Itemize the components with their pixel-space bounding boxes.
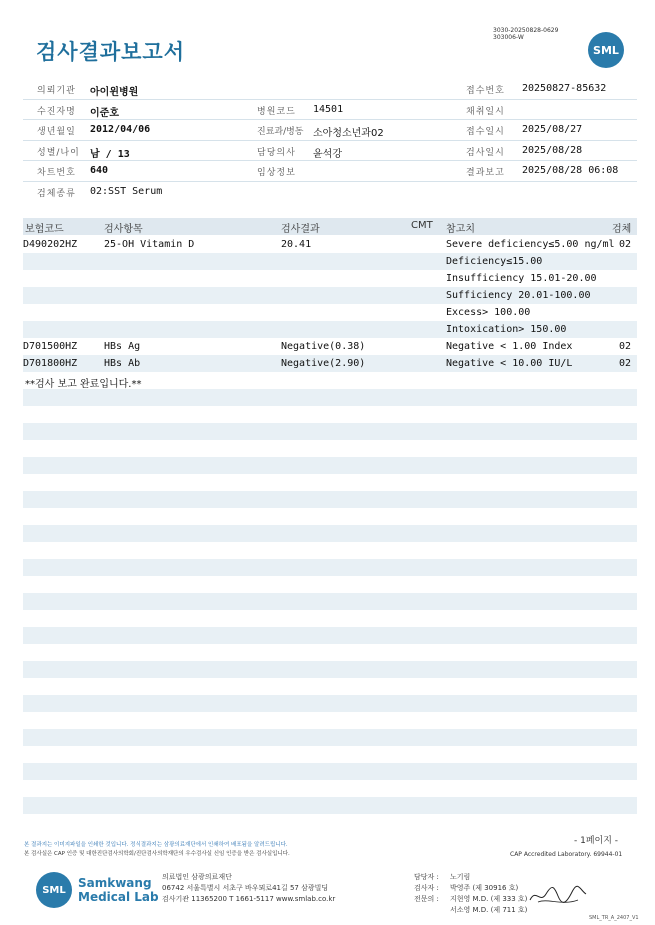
cell-result: Negative(2.90) bbox=[281, 358, 366, 369]
table-row bbox=[23, 288, 637, 305]
dept-label: 진료과/병동 bbox=[257, 127, 304, 137]
patient-label: 수진자명 bbox=[37, 106, 76, 117]
chart-no-value: 640 bbox=[90, 165, 109, 176]
completion-note: **검사 보고 완료입니다.** bbox=[25, 379, 142, 390]
table-stripe bbox=[23, 508, 637, 525]
table-stripe bbox=[23, 695, 637, 712]
cell-ref: Negative < 10.00 IU/L bbox=[446, 358, 573, 369]
page-title: 검사결과보고서 bbox=[36, 40, 186, 64]
cell-ref: Insufficiency 15.01-20.00 bbox=[446, 273, 597, 284]
cap-accreditation: CAP Accredited Laboratory. 69944-01 bbox=[510, 851, 623, 858]
table-stripe bbox=[23, 389, 637, 406]
receipt-no-value: 20250827-85632 bbox=[522, 83, 607, 94]
table-stripe bbox=[23, 797, 637, 814]
info-row bbox=[23, 120, 637, 141]
cell-item: 25-OH Vitamin D bbox=[104, 239, 195, 250]
cell-ref: Severe deficiency≤5.00 ng/ml bbox=[446, 239, 615, 250]
cell-ref: Deficiency≤15.00 bbox=[446, 256, 543, 267]
table-stripe bbox=[23, 559, 637, 576]
table-row bbox=[23, 237, 637, 254]
table-stripe bbox=[23, 712, 637, 729]
receipt-date-label: 접수일시 bbox=[466, 127, 505, 137]
table-stripe bbox=[23, 627, 637, 644]
staff-list bbox=[414, 872, 527, 916]
table-stripe bbox=[23, 644, 637, 661]
table-row bbox=[23, 339, 637, 356]
info-row bbox=[23, 161, 637, 182]
col-item-header: 검사항목 bbox=[104, 224, 143, 235]
sex-age-value: 남 / 13 bbox=[90, 148, 130, 160]
table-row bbox=[23, 356, 637, 373]
staff-line: 전문의 : 지현영 M.D. (제 333 호) bbox=[414, 895, 528, 903]
receipt-no-label: 접수번호 bbox=[466, 86, 505, 96]
table-stripe bbox=[23, 610, 637, 627]
cell-specimen: 02 bbox=[619, 358, 632, 369]
table-stripe bbox=[23, 474, 637, 491]
col-specimen-header: 검체 bbox=[612, 224, 632, 235]
cell-result: 20.41 bbox=[281, 239, 312, 250]
patient-info bbox=[23, 79, 637, 202]
receipt-date-value: 2025/08/27 bbox=[522, 124, 583, 135]
cell-ref: Negative < 1.00 Index bbox=[446, 341, 573, 352]
table-stripe bbox=[23, 593, 637, 610]
cell-result: Negative(0.38) bbox=[281, 341, 366, 352]
staff-line: 담당자 : 노기림 bbox=[414, 873, 471, 881]
report-date-label: 결과보고 bbox=[466, 168, 505, 178]
table-stripe bbox=[23, 814, 637, 831]
document-id: 3030-20250828-0629 303006-W bbox=[493, 27, 559, 41]
table-stripe bbox=[23, 763, 637, 780]
staff-line: 검사자 : 박영주 (제 30916 호) bbox=[414, 884, 519, 892]
info-row bbox=[23, 182, 637, 203]
table-stripe bbox=[23, 406, 637, 423]
hospital-code-label: 병원코드 bbox=[257, 106, 296, 117]
cell-item: HBs Ag bbox=[104, 341, 141, 352]
dept-value: 소아청소년과02 bbox=[313, 128, 384, 139]
sex-age-label: 성별/나이 bbox=[37, 147, 80, 158]
cell-ref: Excess> 100.00 bbox=[446, 307, 531, 318]
cell-code: D701500HZ bbox=[23, 341, 78, 352]
table-row bbox=[23, 254, 637, 271]
specimen-label: 검체종류 bbox=[37, 188, 76, 199]
footer-logo bbox=[36, 872, 72, 908]
cell-code: D701800HZ bbox=[23, 358, 78, 369]
test-date-label: 검사일시 bbox=[466, 147, 505, 158]
table-row bbox=[23, 322, 637, 339]
table-stripe bbox=[23, 440, 637, 457]
hospital-code-value: 14501 bbox=[313, 103, 344, 115]
table-stripe bbox=[23, 780, 637, 797]
table-stripe bbox=[23, 542, 637, 559]
table-stripe bbox=[23, 576, 637, 593]
cell-item: HBs Ab bbox=[104, 358, 141, 369]
table-stripe bbox=[23, 457, 637, 474]
birth-value: 2012/04/06 bbox=[90, 124, 151, 135]
info-row bbox=[23, 79, 637, 100]
chart-no-label: 차트번호 bbox=[37, 168, 76, 178]
table-row bbox=[23, 305, 637, 322]
table-stripe bbox=[23, 491, 637, 508]
hospital-value: 아이윈병원 bbox=[90, 87, 139, 98]
staff-line: 서소영 M.D. (제 711 호) bbox=[450, 906, 528, 914]
table-stripe bbox=[23, 525, 637, 542]
results-table-header bbox=[23, 218, 637, 235]
info-row bbox=[23, 141, 637, 162]
birth-label: 생년월일 bbox=[37, 127, 76, 137]
patient-value: 이준호 bbox=[90, 107, 119, 119]
info-row bbox=[23, 100, 637, 121]
table-stripe bbox=[23, 678, 637, 695]
signature-icon bbox=[528, 882, 588, 908]
company-address: 의료법인 삼광의료재단 06742 서울특별시 서초구 바우뫼로41길 57 삼광빌딩 검사기관 11365200 T 1661-5117 www.smlab.co.kr bbox=[162, 873, 336, 903]
cell-specimen: 02 bbox=[619, 239, 632, 250]
cell-code: D490202HZ bbox=[23, 239, 78, 250]
form-code: SML_TR_A_2407_V1 bbox=[589, 915, 639, 921]
completion-row bbox=[23, 373, 637, 390]
cell-ref: Sufficiency 20.01-100.00 bbox=[446, 290, 591, 301]
table-row bbox=[23, 271, 637, 288]
page-number: - 1페이지 - bbox=[574, 836, 619, 846]
report-date-value: 2025/08/28 06:08 bbox=[522, 165, 619, 176]
specimen-value: 02:SST Serum bbox=[90, 185, 163, 197]
table-stripe bbox=[23, 661, 637, 678]
logo-text: SML bbox=[593, 43, 619, 57]
test-date-value: 2025/08/28 bbox=[522, 144, 583, 156]
table-stripe bbox=[23, 746, 637, 763]
cell-specimen: 02 bbox=[619, 341, 632, 352]
clinical-label: 임상정보 bbox=[257, 168, 296, 178]
doctor-value: 윤석강 bbox=[313, 148, 342, 160]
sml-logo bbox=[588, 32, 624, 68]
accreditation-notice: 본 검사실은 CAP 인증 및 대한진단검사의학회/진단검사의학재단의 우수검사실 신임 인증을 받은 검사실입니다. bbox=[24, 851, 290, 857]
company-name: Samkwang Medical Lab bbox=[78, 876, 159, 904]
image-notice: 본 결과지는 이미지파일을 인쇄한 것입니다. 정식결과지는 삼광의료재단에서 인쇄하여 배포됨을 알려드립니다. bbox=[24, 842, 288, 848]
col-ref-header: 참고치 bbox=[446, 224, 475, 235]
col-code-header: 보험코드 bbox=[25, 224, 64, 235]
hospital-label: 의뢰기관 bbox=[37, 86, 76, 96]
doctor-label: 담당의사 bbox=[257, 147, 296, 158]
table-stripe bbox=[23, 729, 637, 746]
results-table-body bbox=[23, 237, 637, 390]
footer-logo-text: SML bbox=[42, 884, 66, 896]
cell-ref: Intoxication> 150.00 bbox=[446, 324, 567, 335]
collect-date-label: 채취일시 bbox=[466, 106, 505, 117]
table-stripe bbox=[23, 423, 637, 440]
col-cmt-header: CMT bbox=[411, 220, 433, 231]
col-result-header: 검사결과 bbox=[281, 224, 320, 235]
